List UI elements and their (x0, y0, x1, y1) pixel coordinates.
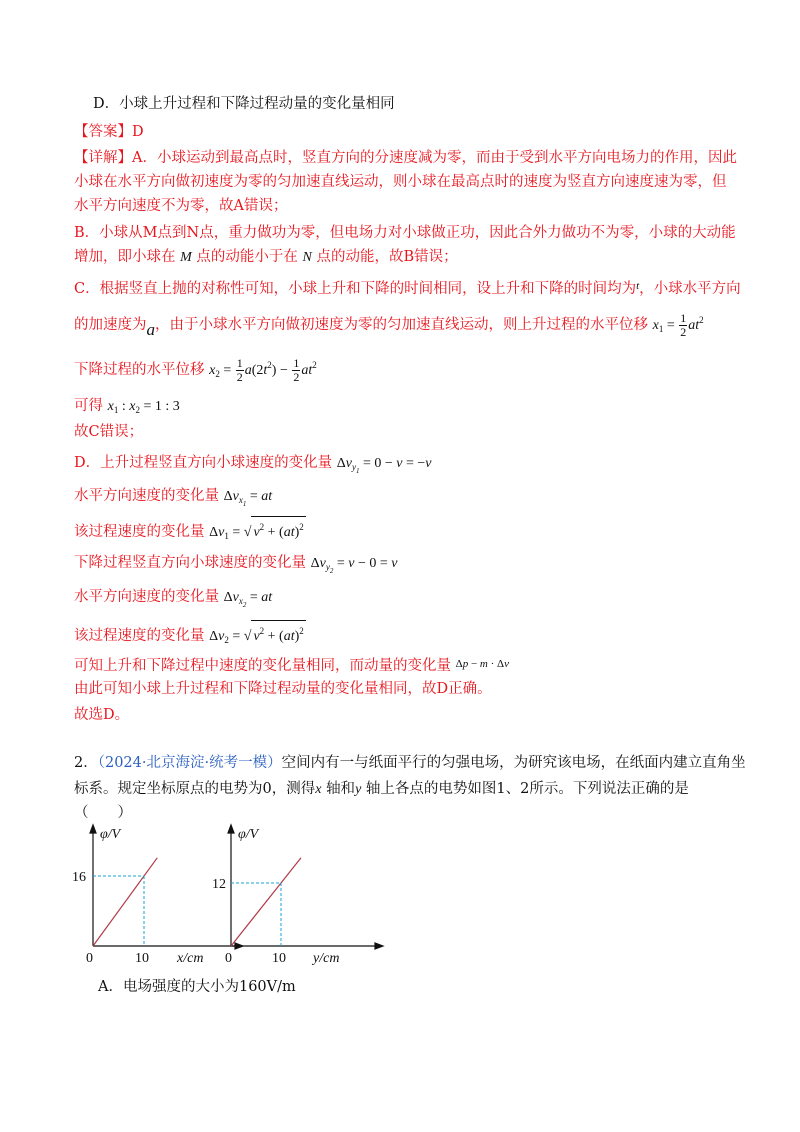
question-2-line-1: 2．（2024·北京海淀·统考一模）空间内有一与纸面平行的匀强电场，为研究该电场，在纸面内建立直角坐 (74, 755, 746, 771)
detail-d-line-6: 该过程速度的变化量 $\Delta v_2$ = √ $v^2 + (at)^2$ (74, 620, 306, 650)
detail-c-line-2: 的加速度为a，由于小球水平方向做初速度为零的匀加速直线运动，则上升过程的水平位移 $x_1$ = $\frac{1}{2}$ $at^2$ (74, 311, 704, 340)
detail-c-line-5: 故C错误； (74, 424, 144, 440)
formula-x2: $x_2$ = $\frac{1}{2}$ $a(2t^2)$ − $\frac{1}{2}$ $at^2$ (209, 356, 317, 385)
graph-1-x-axis-label: x/cm (177, 951, 204, 966)
detail-d-line-5: 水平方向速度的变化量 $\Delta v_{x_2}$ = at (74, 589, 273, 609)
graph-2-y-tick: 12 (212, 877, 226, 892)
detail-c-line-4: 可得 $x_1$ : $x_2 = 1$ : 3 (74, 398, 180, 415)
detail-d-line-7: 可知上升和下降过程中速度的变化量相同，而动量的变化量 $^{\Delta p - m \cdot \Delta v}$ (74, 658, 509, 674)
formula-ratio: $x_1$ : $x_2 = 1$ : 3 (107, 399, 180, 415)
formula-dv-y1: $\Delta v_{y_1} = 0 - v = -v$ (336, 456, 432, 475)
detail-c-line-1: C．根据竖直上抛的对称性可知，小球上升和下降的时间相同，设上升和下降的时间均为$^t$，小球水平方向 (74, 280, 741, 297)
detail-line-1: 【详解】A．小球运动到最高点时，竖直方向的分速度减为零，而由于受到水平方向电场力的作用，因此 (74, 150, 737, 166)
answer-paren: （ ） (74, 805, 132, 821)
question-2-option-a: A．电场强度的大小为160V/m (98, 979, 296, 995)
graph-1-y-tick: 16 (72, 870, 86, 885)
graph-2-origin-label: 0 (225, 951, 232, 966)
detail-b-line-1: B．小球从M点到N点，重力做功为零，但电场力对小球做正功，因此合外力做功不为零，小球的大动能 (74, 225, 736, 241)
graph-1-y-axis-label: φ/V (100, 827, 121, 842)
option-d: D．小球上升过程和下降过程动量的变化量相同 (93, 96, 395, 112)
question-source: （2024·北京海淀·统考一模） (97, 755, 282, 771)
detail-line-3: 水平方向速度不为零，故A错误； (74, 198, 288, 214)
formula-dv-x2: $\Delta v_{x_2}$ = at (223, 590, 273, 609)
graph-2-axes (228, 825, 383, 949)
graph-1-x-tick: 10 (135, 951, 149, 966)
graph-2-x-axis-label: y/cm (313, 951, 340, 966)
question-2-line-2: 标系。规定坐标原点的电势为0，测得x 轴和y 轴上各点的电势如图1、2所示。下列说法正确的是 (74, 781, 689, 797)
formula-dv-y2: $\Delta v_{y_2} = v - 0 = v$ (310, 556, 398, 575)
detail-d-line-1: D．上升过程竖直方向小球速度的变化量 $\Delta v_{y_1} = 0 - v = -v$ (74, 455, 432, 475)
detail-c-line-3: 下降过程的水平位移 $x_2$ = $\frac{1}{2}$ $a(2t^2)$ − $\frac{1}{2}$ $at^2$ (74, 356, 317, 385)
formula-dv-x1: $\Delta v_{x_1}$ = at (223, 489, 273, 508)
detail-d-line-4: 下降过程竖直方向小球速度的变化量 $\Delta v_{y_2} = v - 0 = v$ (74, 555, 398, 575)
graph-2 (200, 818, 400, 968)
formula-dv2: $\Delta v_2$ = √ $v^2 + (at)^2$ (209, 629, 306, 644)
answer-label: 【答案】D (74, 124, 144, 140)
detail-line-2: 小球在水平方向做初速度为零的匀加速直线运动，则小球在最高点时的速度为竖直方向速度速为零，但 (74, 174, 727, 190)
graph-1-potential-line (93, 858, 157, 946)
detail-b-line-2: 增加，即小球在 M 点的动能小于在 N 点的动能，故B错误； (74, 249, 458, 265)
graph-2-x-tick: 10 (272, 951, 286, 966)
formula-dp: Δp − m · Δv (455, 658, 509, 670)
formula-dv1: $\Delta v_1$ = √ $v^2 + (at)^2$ (209, 525, 306, 540)
detail-d-line-8: 由此可知小球上升过程和下降过程动量的变化量相同，故D正确。 (74, 681, 492, 697)
graph-2-potential-line (231, 858, 301, 946)
graph-2-y-axis-label: φ/V (238, 827, 259, 842)
formula-x1: $x_1$ = $\frac{1}{2}$ $at^2$ (652, 311, 704, 340)
detail-d-line-2: 水平方向速度的变化量 $\Delta v_{x_1}$ = at (74, 488, 273, 508)
choose-line: 故选D。 (74, 707, 130, 723)
detail-d-line-3: 该过程速度的变化量 $\Delta v_1$ = √ $v^2 + (at)^2$ (74, 516, 306, 546)
graph-1-origin-label: 0 (86, 951, 93, 966)
